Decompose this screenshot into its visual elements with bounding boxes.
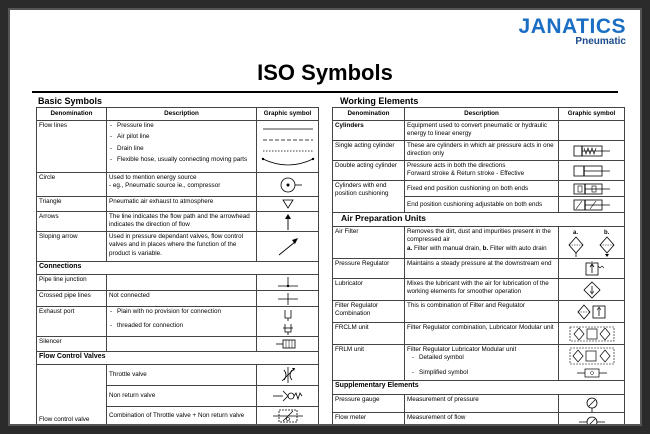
silencer-symbol-icon [257,337,319,352]
row-description [107,173,257,197]
row-description: The line indicates the flow path and the arrowhead indicates the direction of flow [107,212,257,232]
list-item: - Pressure line [109,122,254,130]
working-elements-heading: Working Elements [340,96,419,106]
table-row [333,395,625,413]
iso-symbols-chart [8,8,642,426]
row-name: FRCLM unit [333,323,405,345]
table-row [333,141,625,161]
arrow-symbol-icon [257,212,319,232]
pressure-gauge-symbol-icon [559,395,625,413]
basic-symbols-table [36,107,319,426]
description-line: Filter Regulator Lubricator Modular unit [407,346,517,354]
table-row [37,121,319,173]
fixed-cushion-cylinder-icon [559,181,625,197]
table-header-row [333,108,625,121]
table-row [37,337,319,352]
row-description: These are cylinders in which air pressure acts in one direction only [405,141,559,161]
pressure-regulator-symbol-icon [559,259,625,279]
row-description: Not connected [107,291,257,307]
section-heading: Connections [37,262,319,275]
working-elements-table [332,107,625,426]
table-row [333,227,625,259]
table-row [333,181,625,197]
row-description: This is combination of Filter and Regulator [405,301,559,323]
title-divider [32,91,618,93]
table-row [333,279,625,301]
list-item: - Air pilot line [109,133,254,141]
adjustable-cushion-cylinder-icon [559,197,625,213]
list-item: - Simplified symbol [411,369,556,377]
pipe-junction-symbol-icon [257,275,319,291]
row-name: Flow control valve [37,365,107,426]
row-name: Crossed pipe lines [37,291,107,307]
row-description: Maintains a steady pressure at the downstream end [405,259,559,279]
exhaust-port-symbol-icon [257,307,319,337]
row-name: Silencer [37,337,107,352]
row-description: Filter Regulator combination, Lubricator Modular unit [405,323,559,345]
page-title: ISO Symbols [257,60,393,85]
row-description: Mixes the lubricant with the air for lubrication of the working elements for smoother operation [405,279,559,301]
list-item: - Detailed symbol [411,354,556,362]
row-name: Cylinders [333,121,405,141]
table-row [333,413,625,426]
empty-symbol-cell [559,121,625,141]
row-name: Flow lines [37,121,107,173]
crossed-pipes-symbol-icon [257,291,319,307]
air-filter-symbol-icon [559,227,625,259]
row-description [405,345,559,381]
brand-tagline: Pneumatic [575,36,626,47]
row-description [405,227,559,259]
column-header: Denomination [333,108,405,121]
row-name: Cylinders with end position cushioning [333,181,405,213]
table-row [333,345,625,381]
brand-logo [519,16,626,47]
list-item: - Drain line [109,145,254,153]
row-name: Pipe line junction [37,275,107,291]
flow-control-valve-symbol-icon [257,407,319,426]
description-line: Used to mention energy source [109,174,197,182]
row-description: Measurement of pressure [405,395,559,413]
label-b: b. [482,244,489,252]
table-row [333,161,625,181]
filter-manual-drain-text: Filter with manual drain, [414,244,481,252]
row-name: Exhaust port [37,307,107,337]
list-item: - Flexible hose, usually connecting moving parts [109,156,254,164]
filter-auto-drain-text: Filter with auto drain [489,244,547,252]
exhaust-triangle-symbol-icon [257,197,319,212]
table-row [37,307,319,337]
row-name: Circle [37,173,107,197]
lubricator-symbol-icon [559,279,625,301]
throttle-valve-symbol-icon [257,365,319,386]
row-name: FRLM unit [333,345,405,381]
non-return-valve-symbol-icon [257,386,319,407]
single-acting-cylinder-icon [559,141,625,161]
label-a: a. [407,244,413,252]
description-line: Removes the dirt, dust and impurities present in the compressed air [407,228,551,244]
section-row-flow-control [37,352,319,365]
column-header: Graphic symbol [257,108,319,121]
filter-regulator-symbol-icon [559,301,625,323]
row-description: Measurement of flow [405,413,559,426]
flow-meter-symbol-icon [559,413,625,426]
table-row [333,301,625,323]
row-description [107,307,257,337]
row-description [107,275,257,291]
frlm-unit-symbol-icon [559,345,625,381]
section-row-supplementary [333,381,625,395]
column-header: Description [107,108,257,121]
flow-lines-symbol-icon [257,121,319,173]
row-description: Fixed end position cushioning on both ends [405,181,559,197]
double-acting-cylinder-icon [559,161,625,181]
energy-source-symbol-icon [257,173,319,197]
row-name: Sloping arrow [37,232,107,262]
column-header: Graphic symbol [559,108,625,121]
row-name: Lubricator [333,279,405,301]
row-description: Used in pressure dependant valves, flow control valves and in places where the function of the product is variable. [107,232,257,262]
table-row [37,232,319,262]
table-row [333,259,625,279]
row-name: Air Filter [333,227,405,259]
table-row [37,173,319,197]
sloping-arrow-symbol-icon [257,232,319,262]
row-description: Equipment used to convert pneumatic or hydraulic energy to linear energy [405,121,559,141]
row-description [107,337,257,352]
section-row-air-preparation [333,213,625,227]
row-name: Arrows [37,212,107,232]
row-description: End position cushioning adjustable on both ends [405,197,559,213]
symbol-label-a: a. [572,229,578,236]
row-description: Throttle valve [107,365,257,386]
row-description: Pneumatic air exhaust to atmosphere [107,197,257,212]
table-row [37,275,319,291]
row-name: Double acting cylinder [333,161,405,181]
description-line [407,245,556,253]
row-name: Flow meter [333,413,405,426]
row-description [107,121,257,173]
table-row [333,323,625,345]
section-row-connections [37,262,319,275]
brand-name: JANATICS [518,15,626,38]
list-item: - threaded for connection [109,322,254,330]
column-header: Denomination [37,108,107,121]
list-item: - Plain with no provision for connection [109,308,254,316]
table-row [37,365,319,386]
row-name: Triangle [37,197,107,212]
section-heading: Supplementary Elements [333,381,625,395]
basic-symbols-heading: Basic Symbols [38,96,103,106]
row-name: Pressure Regulator [333,259,405,279]
frclm-unit-symbol-icon [559,323,625,345]
description-line: Forward stroke & Return stroke - Effective [407,170,525,178]
table-header-row [37,108,319,121]
symbol-label-b: b. [603,229,609,236]
table-row [37,212,319,232]
table-row [37,197,319,212]
row-name: Pressure gauge [333,395,405,413]
row-name: Filter Regulator Combination [333,301,405,323]
description-line: - eg., Pneumatic source ie., compressor [109,182,221,190]
row-description [405,161,559,181]
description-line: Pressure acts in both the directions [407,162,506,170]
section-heading: Air Preparation Units [333,213,625,227]
table-row [37,291,319,307]
row-description: Combination of Throttle valve + Non return valve [107,407,257,426]
table-row [333,121,625,141]
row-name: Single acting cylinder [333,141,405,161]
column-header: Description [405,108,559,121]
section-heading: Flow Control Valves [37,352,319,365]
row-description: Non return valve [107,386,257,407]
